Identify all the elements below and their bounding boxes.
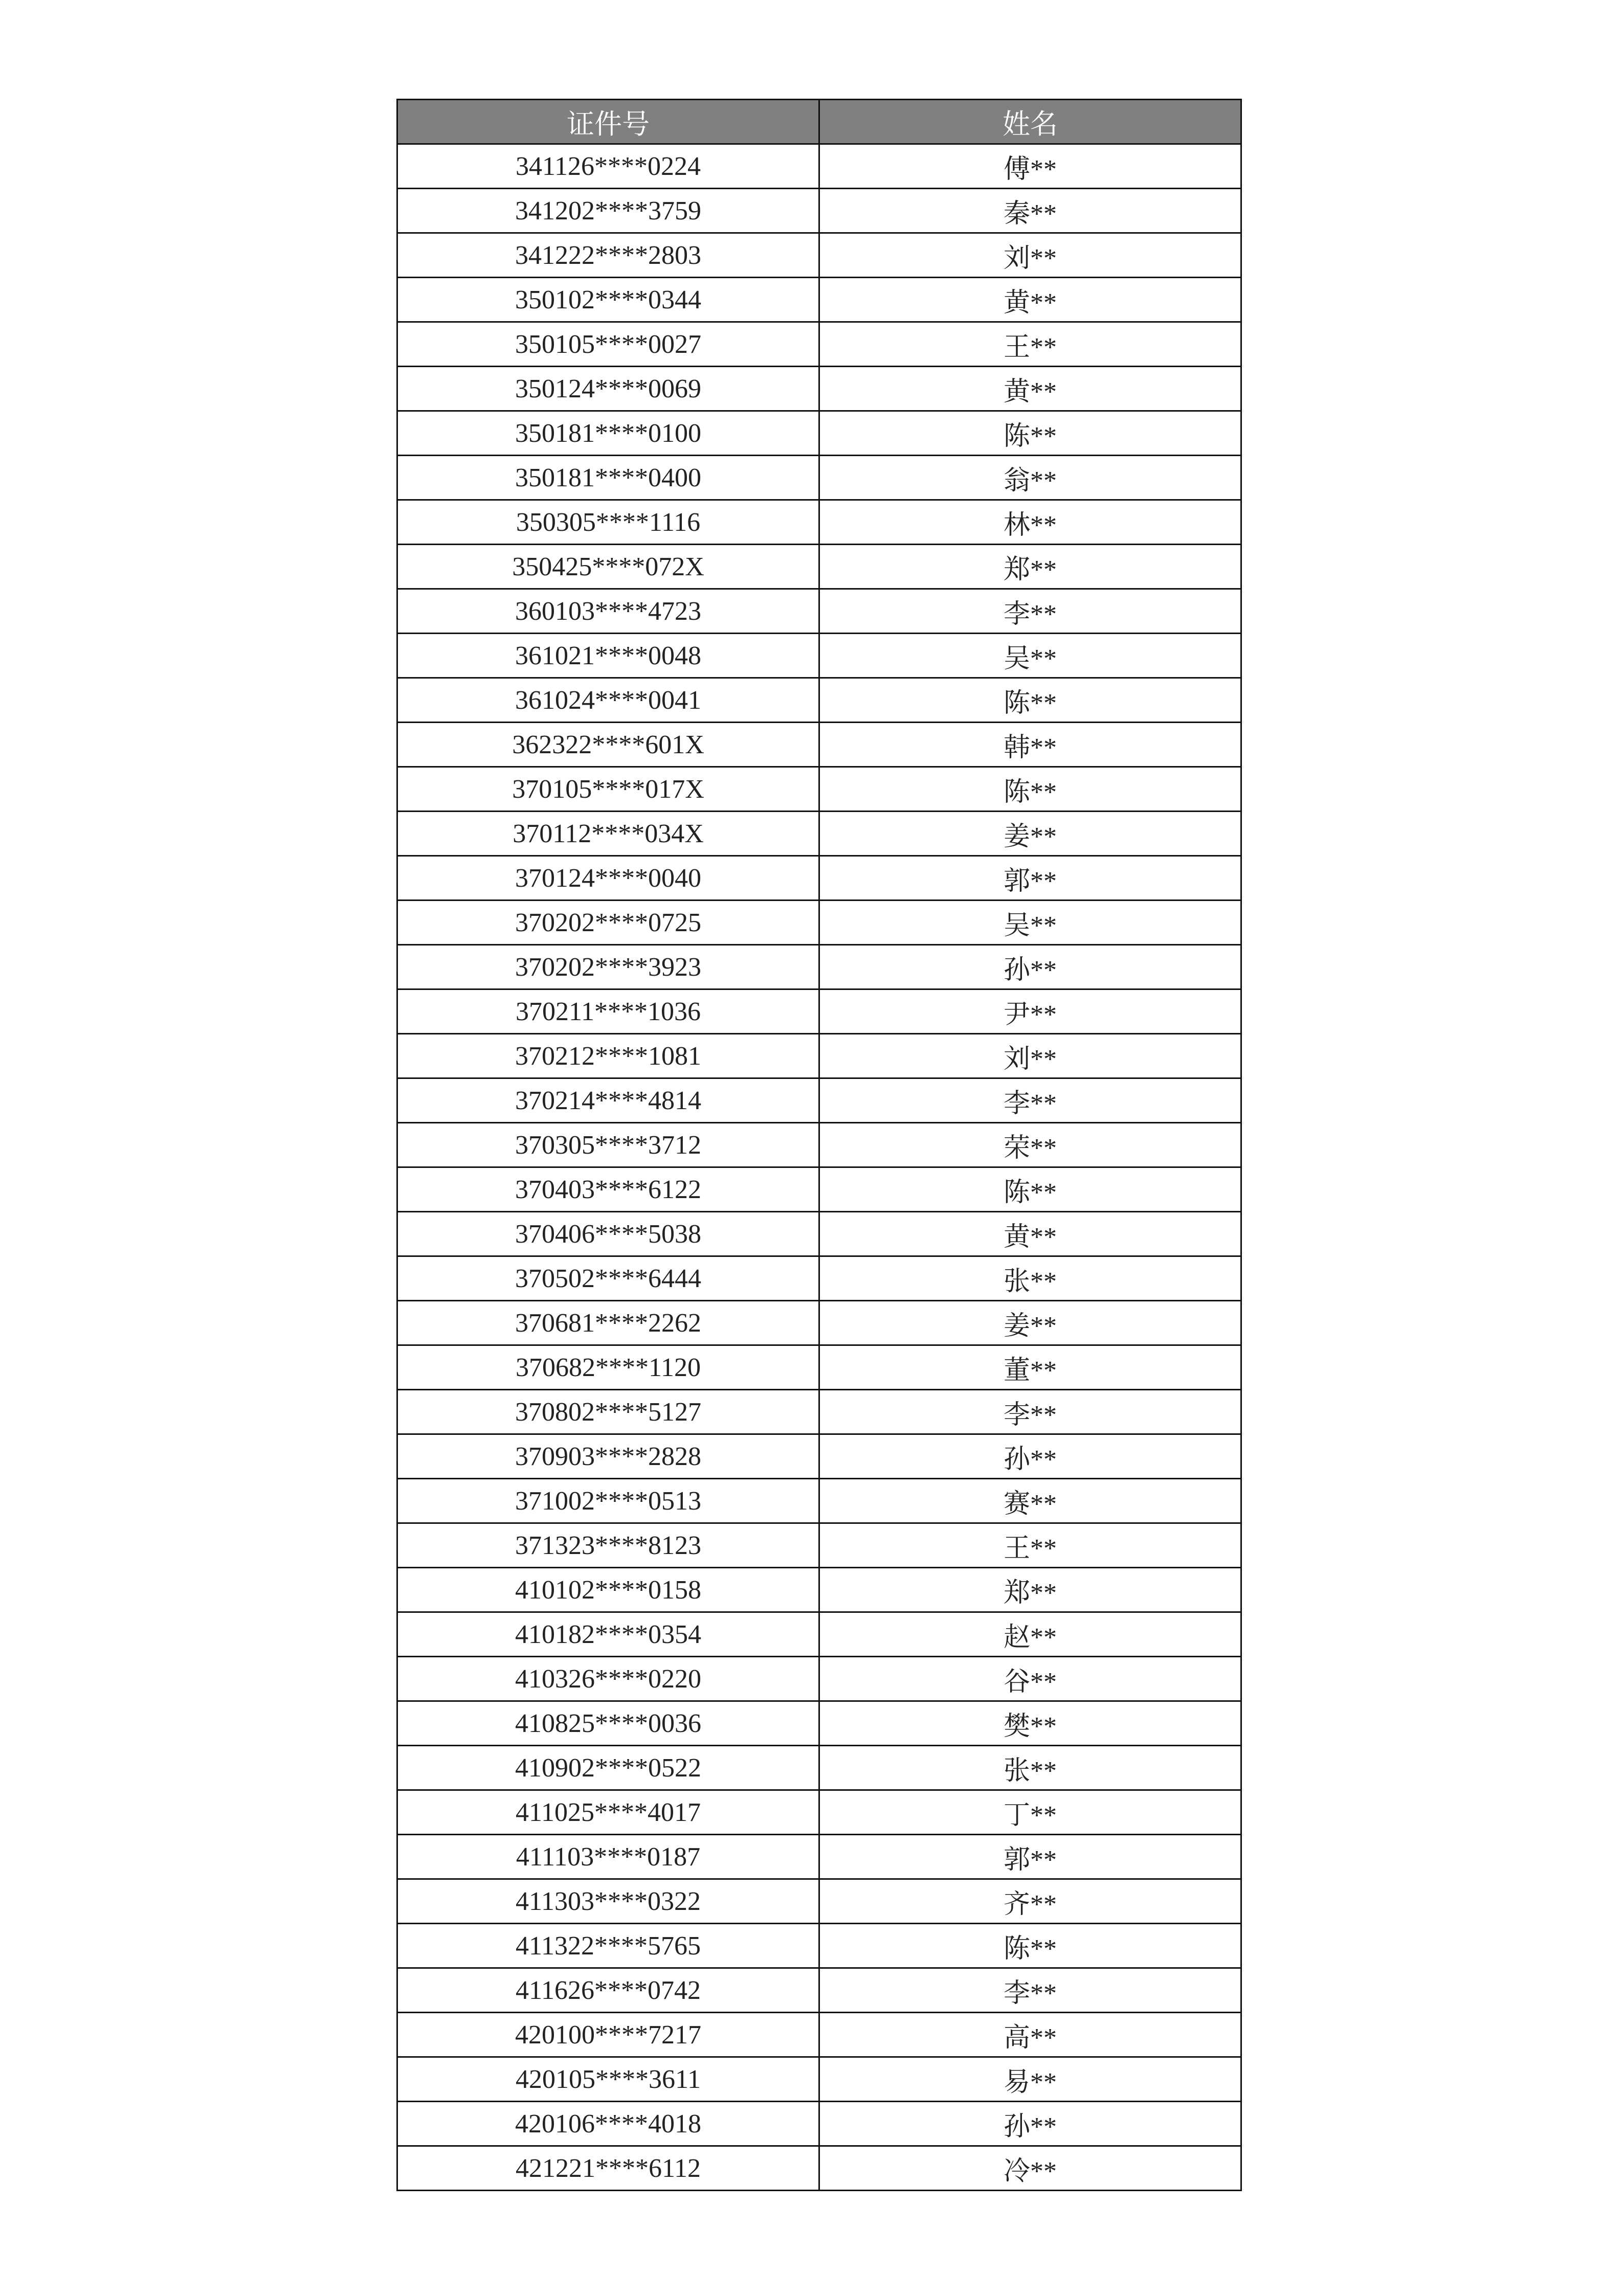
id-number-cell: 370682****1120 (397, 1345, 819, 1390)
id-number-cell: 350105****0027 (397, 322, 819, 367)
table-row (397, 456, 1241, 500)
id-number-cell: 370681****2262 (397, 1301, 819, 1345)
name-cell: 赵** (819, 1612, 1241, 1657)
id-name-table (396, 99, 1242, 2191)
id-number-cell: 350181****0100 (397, 411, 819, 456)
id-number-cell: 411303****0322 (397, 1879, 819, 1924)
name-cell: 孙** (819, 945, 1241, 989)
name-cell: 王** (819, 322, 1241, 367)
id-number-cell: 370202****3923 (397, 945, 819, 989)
name-cell: 翁** (819, 456, 1241, 500)
table-row (397, 411, 1241, 456)
table-row (397, 500, 1241, 545)
table-row (397, 2013, 1241, 2057)
id-number-cell: 421221****6112 (397, 2146, 819, 2191)
table-row (397, 1256, 1241, 1301)
id-number-cell: 370211****1036 (397, 989, 819, 1034)
table-row (397, 144, 1241, 189)
table-row (397, 1390, 1241, 1434)
name-cell: 李** (819, 1078, 1241, 1123)
table-row (397, 1968, 1241, 2013)
name-cell: 吴** (819, 901, 1241, 945)
name-cell: 陈** (819, 767, 1241, 812)
id-number-cell: 370105****017X (397, 767, 819, 812)
name-cell: 董** (819, 1345, 1241, 1390)
table-row (397, 233, 1241, 278)
id-number-cell: 350102****0344 (397, 278, 819, 322)
table-row (397, 989, 1241, 1034)
table-row (397, 1078, 1241, 1123)
name-cell: 秦** (819, 189, 1241, 233)
id-number-cell: 362322****601X (397, 723, 819, 767)
table-row (397, 1167, 1241, 1212)
table-row (397, 1123, 1241, 1167)
column-header-name: 姓名 (819, 100, 1241, 144)
id-number-cell: 410326****0220 (397, 1657, 819, 1701)
name-cell: 陈** (819, 678, 1241, 723)
name-cell: 刘** (819, 233, 1241, 278)
id-number-cell: 411103****0187 (397, 1835, 819, 1879)
table-row (397, 1434, 1241, 1479)
name-cell: 陈** (819, 411, 1241, 456)
table-row (397, 1924, 1241, 1968)
table-row (397, 1212, 1241, 1256)
name-cell: 吴** (819, 634, 1241, 678)
table-row (397, 2146, 1241, 2191)
name-cell: 尹** (819, 989, 1241, 1034)
id-number-cell: 410902****0522 (397, 1746, 819, 1790)
id-number-cell: 370406****5038 (397, 1212, 819, 1256)
table-row (397, 1523, 1241, 1568)
name-cell: 陈** (819, 1167, 1241, 1212)
table-row (397, 901, 1241, 945)
id-number-cell: 411025****4017 (397, 1790, 819, 1835)
table-row (397, 634, 1241, 678)
table-row (397, 1034, 1241, 1078)
name-cell: 陈** (819, 1924, 1241, 1968)
table-row (397, 1790, 1241, 1835)
name-cell: 丁** (819, 1790, 1241, 1835)
table-row (397, 1657, 1241, 1701)
name-cell: 黄** (819, 278, 1241, 322)
name-cell: 郭** (819, 856, 1241, 901)
id-number-cell: 370202****0725 (397, 901, 819, 945)
table-row (397, 1568, 1241, 1612)
name-cell: 刘** (819, 1034, 1241, 1078)
id-number-cell: 370124****0040 (397, 856, 819, 901)
table-row (397, 2057, 1241, 2102)
table-row (397, 1301, 1241, 1345)
id-number-cell: 370403****6122 (397, 1167, 819, 1212)
id-number-cell: 360103****4723 (397, 589, 819, 634)
id-number-cell: 341126****0224 (397, 144, 819, 189)
name-cell: 傅** (819, 144, 1241, 189)
name-cell: 孙** (819, 1434, 1241, 1479)
name-cell: 樊** (819, 1701, 1241, 1746)
id-number-cell: 411322****5765 (397, 1924, 819, 1968)
id-number-cell: 341222****2803 (397, 233, 819, 278)
name-cell: 张** (819, 1256, 1241, 1301)
name-cell: 谷** (819, 1657, 1241, 1701)
table-row (397, 545, 1241, 589)
id-number-cell: 361024****0041 (397, 678, 819, 723)
header-row (397, 100, 1241, 144)
id-number-cell: 371323****8123 (397, 1523, 819, 1568)
id-number-cell: 370214****4814 (397, 1078, 819, 1123)
id-number-cell: 370305****3712 (397, 1123, 819, 1167)
table-row (397, 678, 1241, 723)
id-number-cell: 420106****4018 (397, 2102, 819, 2146)
name-cell: 郭** (819, 1835, 1241, 1879)
id-number-cell: 410102****0158 (397, 1568, 819, 1612)
table-row (397, 812, 1241, 856)
table-row (397, 278, 1241, 322)
name-cell: 孙** (819, 2102, 1241, 2146)
table-row (397, 589, 1241, 634)
table-row (397, 856, 1241, 901)
name-cell: 郑** (819, 1568, 1241, 1612)
id-number-cell: 370502****6444 (397, 1256, 819, 1301)
name-cell: 黄** (819, 1212, 1241, 1256)
name-cell: 赛** (819, 1479, 1241, 1523)
column-header-id: 证件号 (397, 100, 819, 144)
table-row (397, 1612, 1241, 1657)
name-cell: 李** (819, 589, 1241, 634)
name-cell: 姜** (819, 812, 1241, 856)
name-cell: 郑** (819, 545, 1241, 589)
name-cell: 易** (819, 2057, 1241, 2102)
id-number-cell: 350181****0400 (397, 456, 819, 500)
id-number-cell: 371002****0513 (397, 1479, 819, 1523)
table-row (397, 1345, 1241, 1390)
name-cell: 荣** (819, 1123, 1241, 1167)
id-number-cell: 370903****2828 (397, 1434, 819, 1479)
table-row (397, 1835, 1241, 1879)
id-number-cell: 341202****3759 (397, 189, 819, 233)
id-number-cell: 361021****0048 (397, 634, 819, 678)
name-cell: 李** (819, 1968, 1241, 2013)
id-number-cell: 411626****0742 (397, 1968, 819, 2013)
id-number-cell: 370112****034X (397, 812, 819, 856)
id-number-cell: 420105****3611 (397, 2057, 819, 2102)
name-cell: 姜** (819, 1301, 1241, 1345)
name-cell: 齐** (819, 1879, 1241, 1924)
name-cell: 高** (819, 2013, 1241, 2057)
name-cell: 韩** (819, 723, 1241, 767)
table-row (397, 189, 1241, 233)
name-cell: 张** (819, 1746, 1241, 1790)
id-number-cell: 370802****5127 (397, 1390, 819, 1434)
name-cell: 王** (819, 1523, 1241, 1568)
id-number-cell: 350425****072X (397, 545, 819, 589)
table-row (397, 367, 1241, 411)
table-row (397, 1746, 1241, 1790)
table-row (397, 723, 1241, 767)
table-body (397, 144, 1241, 2191)
table-row (397, 322, 1241, 367)
table-row (397, 767, 1241, 812)
name-cell: 林** (819, 500, 1241, 545)
id-number-cell: 410182****0354 (397, 1612, 819, 1657)
table-row (397, 1479, 1241, 1523)
name-cell: 黄** (819, 367, 1241, 411)
id-number-cell: 370212****1081 (397, 1034, 819, 1078)
name-cell: 李** (819, 1390, 1241, 1434)
id-number-cell: 350124****0069 (397, 367, 819, 411)
id-number-cell: 350305****1116 (397, 500, 819, 545)
table-row (397, 1879, 1241, 1924)
id-number-cell: 420100****7217 (397, 2013, 819, 2057)
table-header (397, 100, 1241, 144)
name-cell: 冷** (819, 2146, 1241, 2191)
id-number-cell: 410825****0036 (397, 1701, 819, 1746)
table-row (397, 1701, 1241, 1746)
table-row (397, 2102, 1241, 2146)
table-row (397, 945, 1241, 989)
